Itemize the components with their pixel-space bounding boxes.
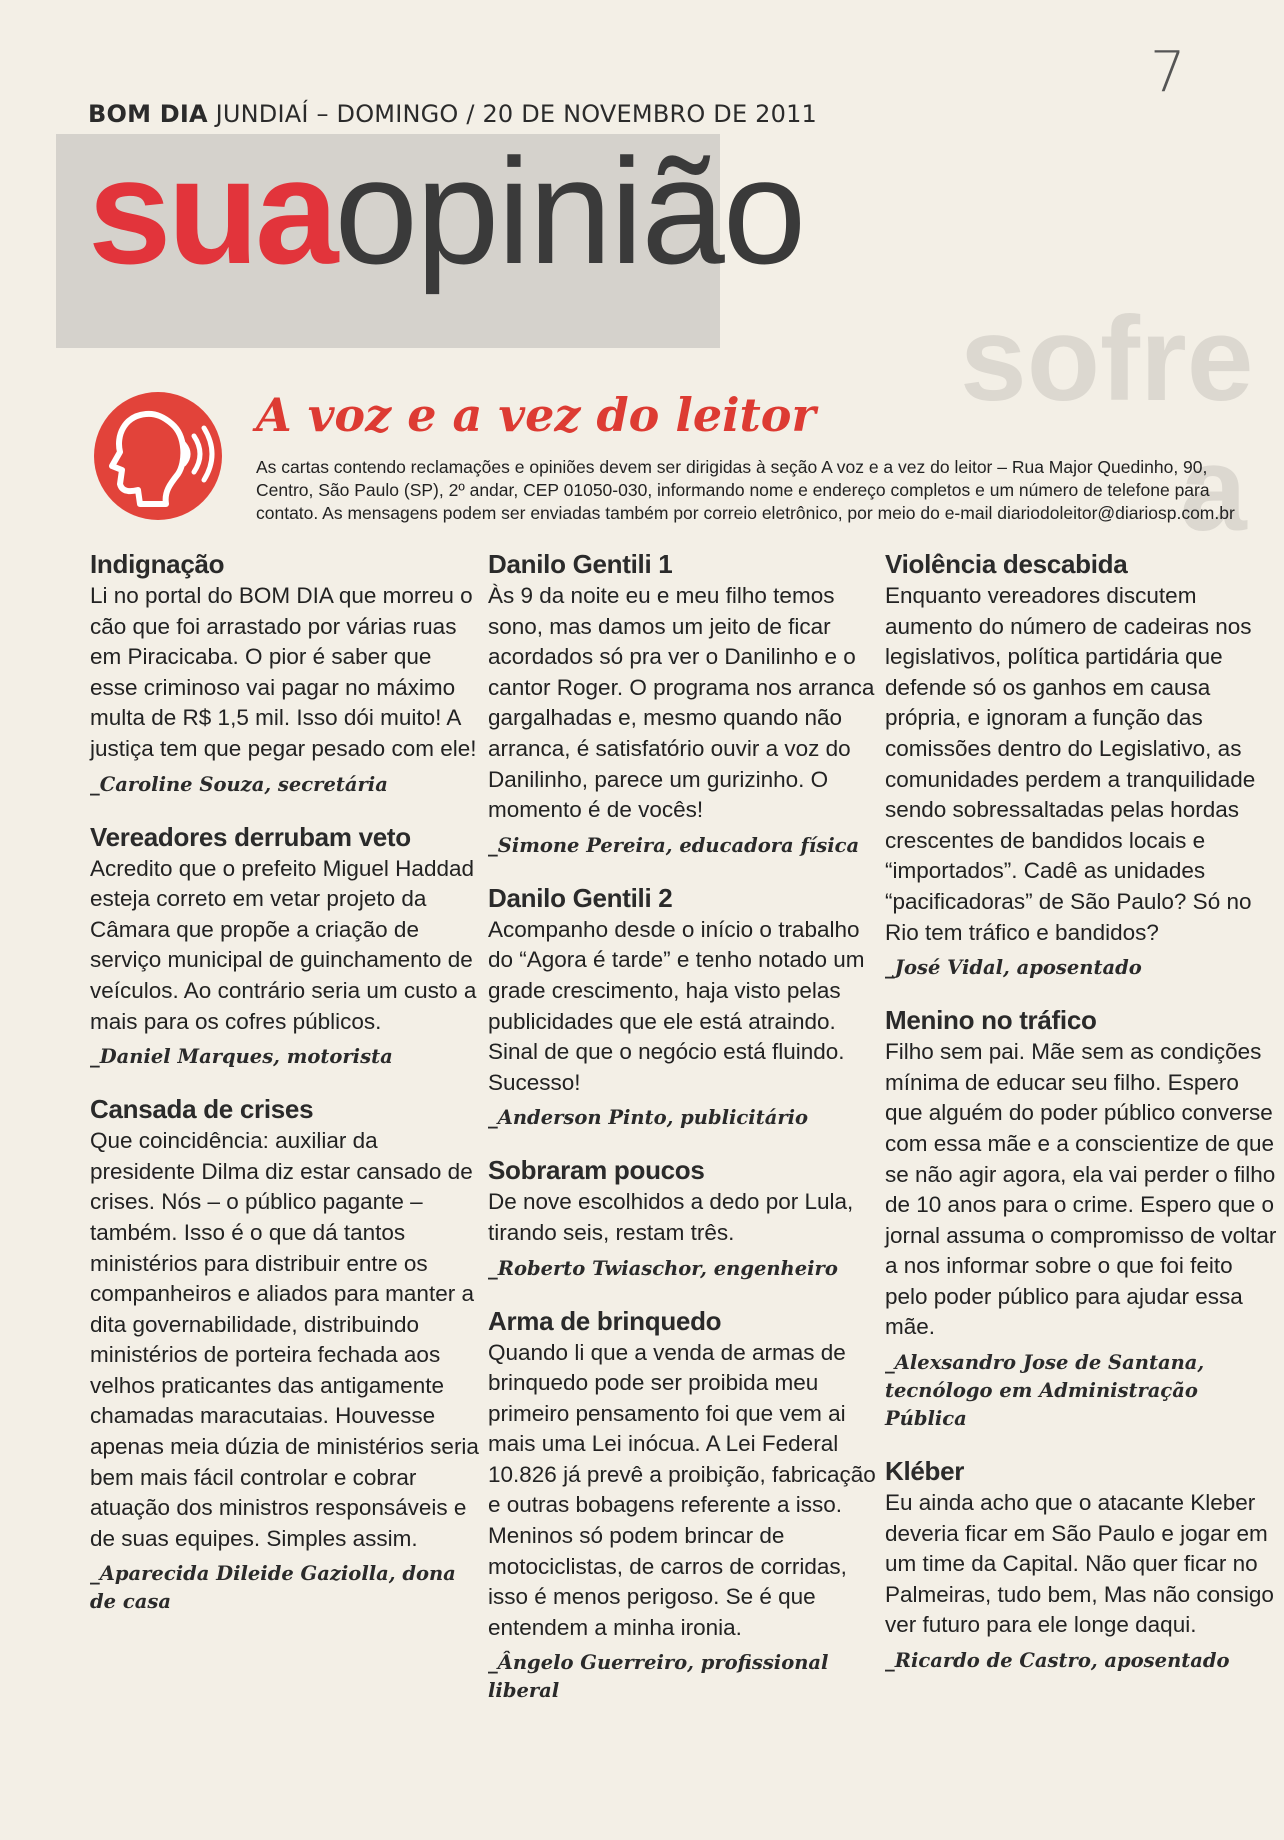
letter-signature: _Daniel Marques, motorista	[90, 1045, 393, 1069]
column-1	[90, 548, 482, 1638]
section-masthead	[88, 127, 805, 295]
masthead-sua: sua	[88, 127, 335, 295]
letter-signature: _Caroline Souza, secretária	[90, 772, 388, 796]
letter-body: Enquanto vereadores discutem aumento do número de cadeiras nos legislativos, política partidária que defende só os ganhos em causa própria, e ignoram a função das comissões dentro do Legislativo, as comunidades perdem a tranquilidade sendo sobressaltadas pelas hordas crescentes de bandidos locais e “importados”. Cadê as unidades “pacificadoras” de São Paulo? Só no Rio tem tráfico e bandidos?	[885, 583, 1256, 945]
letter-body: Que coincidência: auxiliar da presidente Dilma diz estar cansado de crises. Nós – o público pagante – também. Isso é o que dá tantos ministérios para distribuir entre os companheiros e aliados para manter a dita governabilidade, distribuindo ministérios de porteira fechada aos velhos praticantes das antigamente chamadas maracutaias. Houvesse apenas meia dúzia de ministérios seria bem mais fácil controlar e cobrar atuação dos ministros responsáveis e de suas equipes. Simples assim.	[90, 1128, 479, 1551]
handwritten-page-number: 7	[1150, 40, 1186, 105]
dateline-brand: BOM DIA	[88, 100, 208, 128]
letter	[488, 1305, 880, 1706]
letter-signature: _Anderson Pinto, publicitário	[488, 1106, 809, 1130]
letter-title: Sobraram poucos	[488, 1155, 705, 1186]
letter-body: Li no portal do BOM DIA que morreu o cão que foi arrastado por várias ruas em Piracicaba. O pior é saber que esse criminoso vai pagar no máximo multa de R$ 1,5 mil. Isso dói muito! A justiça tem que pegar pesado com ele!	[90, 583, 477, 761]
letter-signature: _Ângelo Guerreiro, profissional liberal	[488, 1651, 829, 1703]
letter-title: Danilo Gentili 2	[488, 882, 673, 913]
letter	[90, 548, 482, 799]
bleed-through-decoration-2: a	[1180, 422, 1247, 556]
letter-signature: _Roberto Twiaschor, engenheiro	[488, 1256, 838, 1280]
column-3	[885, 548, 1277, 1697]
masthead-opiniao: opinião	[334, 127, 805, 295]
letter-body: Quando li que a venda de armas de brinquedo pode ser proibida meu primeiro pensamento foi que vem ai mais uma Lei inócua. A Lei Federal 10.826 já prevê a proibição, fabricação e outras bobagens referente a isso. Meninos só podem brincar de motociclistas, de carros de corridas, isso é menos perigoso. Se é que entendem a minha ironia.	[488, 1339, 876, 1640]
letter-signature: _Aparecida Dileide Gaziolla, dona de casa	[90, 1562, 456, 1614]
letter-title: Kléber	[885, 1456, 965, 1487]
letter-body: De nove escolhidos a dedo por Lula, tirando seis, restam três.	[488, 1189, 854, 1245]
bleed-through-decoration: sofre	[960, 292, 1254, 426]
column-2	[488, 548, 880, 1727]
letter-title: Cansada de crises	[90, 1094, 314, 1125]
letter	[885, 1004, 1277, 1433]
letter-signature: _Ricardo de Castro, aposentado	[885, 1649, 1230, 1673]
dateline-text: JUNDIAÍ – DOMINGO / 20 DE NOVEMBRO DE 2011	[215, 100, 818, 128]
letter	[90, 821, 482, 1072]
letter	[90, 1093, 482, 1616]
letter	[488, 882, 880, 1133]
letter-title: Indignação	[90, 549, 225, 579]
letter-title: Danilo Gentili 1	[488, 549, 673, 579]
dateline	[88, 100, 817, 128]
section-description: As cartas contendo reclamações e opiniões devem ser dirigidas à seção A voz e a vez do leitor – Rua Major Quedinho, 90, Centro, São Paulo (SP), 2º andar, CEP 01050-030, informando nome e endereço completos e um número de telefone para contato. As mensagens podem ser enviadas também por correio eletrônico, por meio do e-mail diariodoleitor@diariosp.com.br	[256, 457, 1235, 523]
letter	[488, 548, 880, 860]
letter-body: Acredito que o prefeito Miguel Haddad esteja correto em vetar projeto da Câmara que propõe a criação de serviço municipal de guinchamento de veículos. Ao contrário seria um custo a mais para os cofres públicos.	[90, 855, 477, 1034]
letter-title: Arma de brinquedo	[488, 1305, 722, 1336]
letter	[885, 548, 1277, 982]
letter	[885, 1455, 1277, 1675]
letter-title: Violência descabida	[885, 549, 1128, 579]
letter-title: Menino no tráfico	[885, 1005, 1097, 1036]
letter-body: Às 9 da noite eu e meu filho temos sono, mas damos um jeito de ficar acordados só pra ver o Danilinho e o cantor Roger. O programa nos arranca gargalhadas e, mesmo quando não arranca, é satisfatório ouvir a voz do Danilinho, parece um gurizinho. O momento é de vocês!	[488, 583, 875, 823]
letter-body: Filho sem pai. Mãe sem as condições mínima de educar seu filho. Espero que alguém do poder público converse com essa mãe e a conscientize de que se não agir agora, ela vai perder o filho de 10 anos para o crime. Espero que o jornal assuma o compromisso de voltar a nos informar sobre o que foi feito pelo poder público para ajudar essa mãe.	[885, 1039, 1277, 1340]
letter-title: Vereadores derrubam veto	[90, 821, 411, 852]
letter-signature: _José Vidal, aposentado	[885, 956, 1142, 980]
letter	[488, 1154, 880, 1282]
letter-signature: _Alexsandro Jose de Santana, tecnólogo em Administração Pública	[885, 1351, 1205, 1431]
section-title: A voz e a vez do leitor	[256, 388, 816, 442]
letter-signature: _Simone Pereira, educadora física	[488, 833, 860, 857]
speaking-head-icon	[94, 392, 222, 520]
letter-body: Acompanho desde o início o trabalho do “Agora é tarde” e tenho notado um grade crescimento, haja visto pelas publicidades que ele está atraindo. Sinal de que o negócio está fluindo. Sucesso!	[488, 916, 865, 1095]
letter-body: Eu ainda acho que o atacante Kleber deveria ficar em São Paulo e jogar em um time da Capital. Não quer ficar no Palmeiras, tudo bem, Mas não consigo ver futuro para ele longe daqui.	[885, 1490, 1274, 1638]
